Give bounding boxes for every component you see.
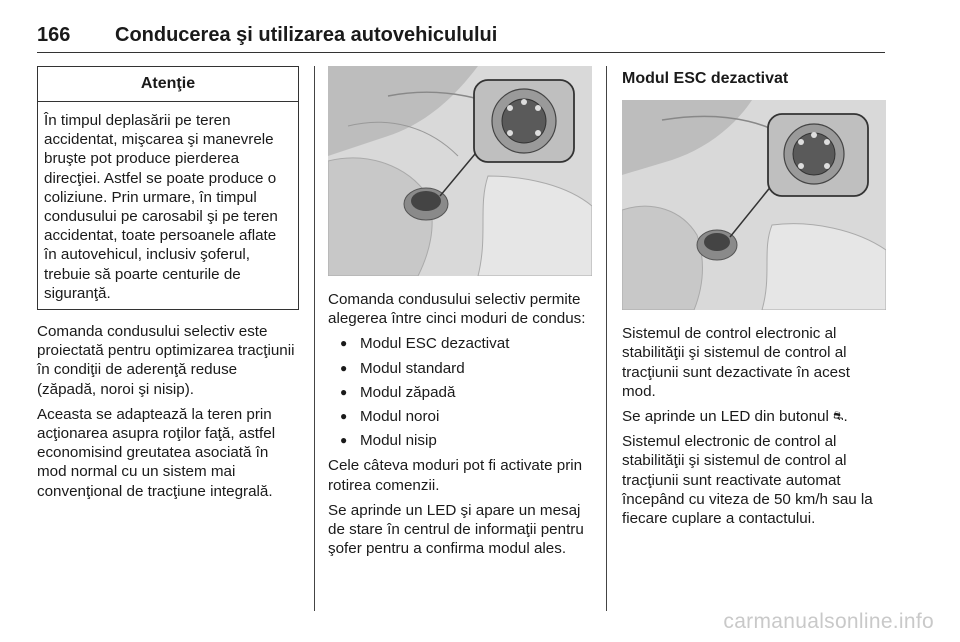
page-number: 166 — [37, 24, 71, 46]
warning-text: În timpul deplasării pe teren accidentat, mişcarea şi manevrele bruşte pot produce pierderea direcţiei. Astfel se poate produce o coliziune. Prin urmare, în timpul condusului pe carosabil şi pe teren accidentat, toate persoanele aflate în autovehicul, inclusiv şoferul, trebuie să poarte centurile de siguranţă. — [44, 112, 278, 302]
body-paragraph: Se aprinde un LED şi apare un mesaj de stare în centrul de informaţii pentru şofer pentru a confirma modul ales. — [328, 501, 584, 558]
bullet: ● — [340, 384, 348, 399]
column-divider — [606, 66, 607, 611]
page-header — [37, 22, 885, 53]
body-paragraph: Comanda condusului selectiv permite alegerea între cinci moduri de condus: — [328, 291, 586, 328]
body-paragraph: Comanda condusului selectiv este proiectată pentru optimizarea tracţiunii în condiţii de aderenţă reduse (zăpadă, noroi şi nisip). — [37, 323, 295, 398]
column-left — [37, 66, 299, 507]
bullet: ● — [340, 433, 348, 448]
esc-off-dial-illustration — [622, 100, 886, 310]
body-paragraph: Aceasta se adaptează la teren prin acţionarea asupra roţilor faţă, astfel economisind greutatea asociată în mod normal cu un sistem mai convenţional de tracţiune integrală. — [37, 405, 276, 500]
bullet: ● — [340, 336, 348, 351]
body-paragraph: Sistemul de control electronic al stabilităţii şi sistemul de control al tracţiunii sunt dezactivate în acest mod. — [622, 325, 850, 400]
led-paragraph: Se aprinde un LED din butonul ⛐. — [622, 408, 848, 426]
bullet: ● — [340, 360, 348, 375]
column-divider — [314, 66, 315, 611]
list-item: ● Modul nisip — [340, 432, 437, 450]
chapter-title: Conducerea şi utilizarea autovehiculului — [115, 24, 498, 46]
column-middle — [328, 66, 592, 564]
warning-box — [37, 66, 299, 310]
body-paragraph: Cele câteva moduri pot fi activate prin rotirea comenzii. — [328, 457, 583, 494]
column-right — [622, 66, 886, 534]
list-item: ● Modul ESC dezactivat — [340, 335, 510, 353]
list-item: ● Modul noroi — [340, 408, 440, 426]
warning-title: Atenţie — [38, 67, 298, 102]
bullet: ● — [340, 409, 348, 424]
list-item: ● Modul standard — [340, 359, 465, 377]
esc-off-icon: ⛐ — [833, 409, 844, 424]
watermark: carmanualsonline.info — [723, 610, 934, 633]
body-paragraph: Sistemul electronic de control al stabilităţii şi sistemul de control al tracţiunii sunt reactivate automat începând cu viteza de 50 km/h sau la fiecare cuplare a contactului. — [622, 433, 873, 528]
section-heading: Modul ESC dezactivat — [622, 70, 789, 87]
drive-mode-list — [328, 334, 592, 450]
drive-mode-dial-illustration — [328, 66, 592, 276]
list-item: ● Modul zăpadă — [340, 383, 456, 401]
